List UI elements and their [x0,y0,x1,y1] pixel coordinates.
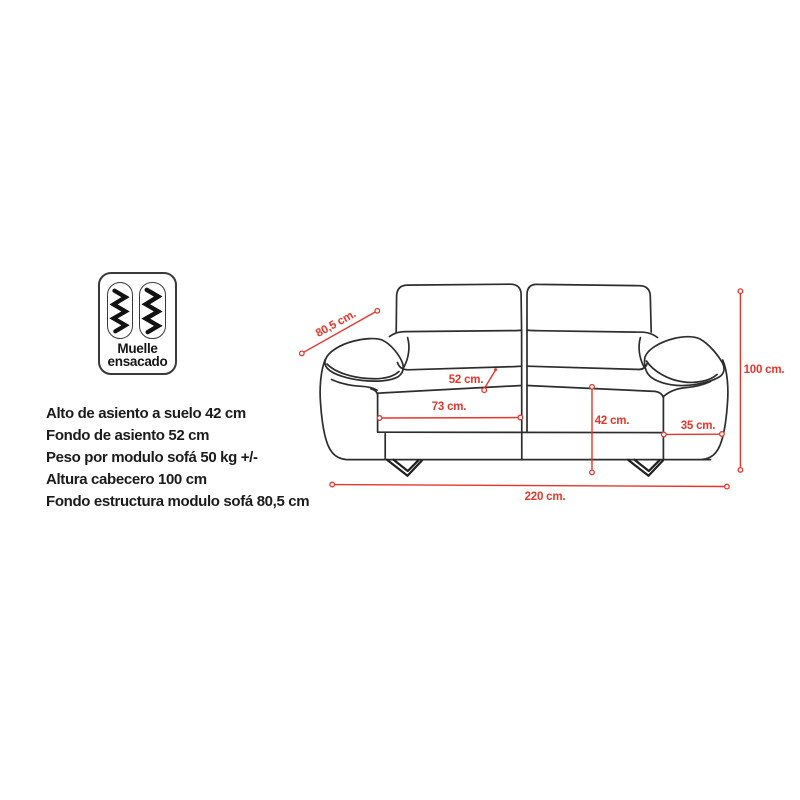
pocket-spring-label-line1: Muelle [117,341,158,356]
structure-depth-label: 80,5 cm. [313,307,359,340]
dimension-module-seat-width-line [377,415,522,420]
sofa-seat-front-edges [378,395,664,459]
dimension-armrest-width-line [662,432,725,437]
spring-capsule [107,282,133,339]
spec-line-seat-depth: Fondo de asiento 52 cm [46,427,210,444]
total-height-label: 100 cm. [743,363,785,376]
seat-height-label: 42 cm. [594,414,630,427]
pocket-spring-label-line2: ensacado [107,353,168,369]
seat-depth-label: 52 cm. [448,374,484,386]
spec-line-module-weight: Peso por modulo sofá 50 kg +/- [46,449,258,466]
module-seat-width-label: 73 cm. [431,401,467,413]
sofa-center-split [522,332,527,459]
sofa-backrest-top-seam [390,330,658,337]
dimension-seat-height-line [590,385,595,475]
pocket-spring-label [100,343,175,368]
sofa-back-edge-right [639,338,644,367]
sofa-foot-left [387,460,422,476]
sofa-back-edge-left [404,338,409,367]
pocket-spring-badge [98,272,177,375]
sofa-foot-right [628,460,663,476]
armrest-width-label: 35 cm. [680,420,716,432]
dimension-total-width-line [330,482,729,489]
spring-capsule [139,282,166,339]
spec-list [46,403,309,513]
sofa-headrest-left [396,284,521,332]
spring-zigzag-icon [108,283,132,338]
sofa-arm-pillow-left [325,339,403,382]
spec-line-headrest-height: Altura cabecero 100 cm [46,471,207,488]
sofa-seat-front-top [371,386,663,398]
sofa-headrest-right [527,284,651,332]
total-width-label: 220 cm. [524,490,566,503]
spec-line-structure-depth: Fondo estructura modulo sofá 80,5 cm [46,493,310,510]
spec-line-seat-height: Alto de asiento a suelo 42 cm [46,405,246,422]
sofa-arm-pillow-right-seam [647,361,718,382]
sofa-right-side [702,360,728,460]
dimension-total-height-line [738,289,743,472]
dimension-seat-depth-line [482,368,497,392]
spring-zigzag-icon [140,283,165,338]
sofa-arm-pillow-left-seam [327,364,399,379]
